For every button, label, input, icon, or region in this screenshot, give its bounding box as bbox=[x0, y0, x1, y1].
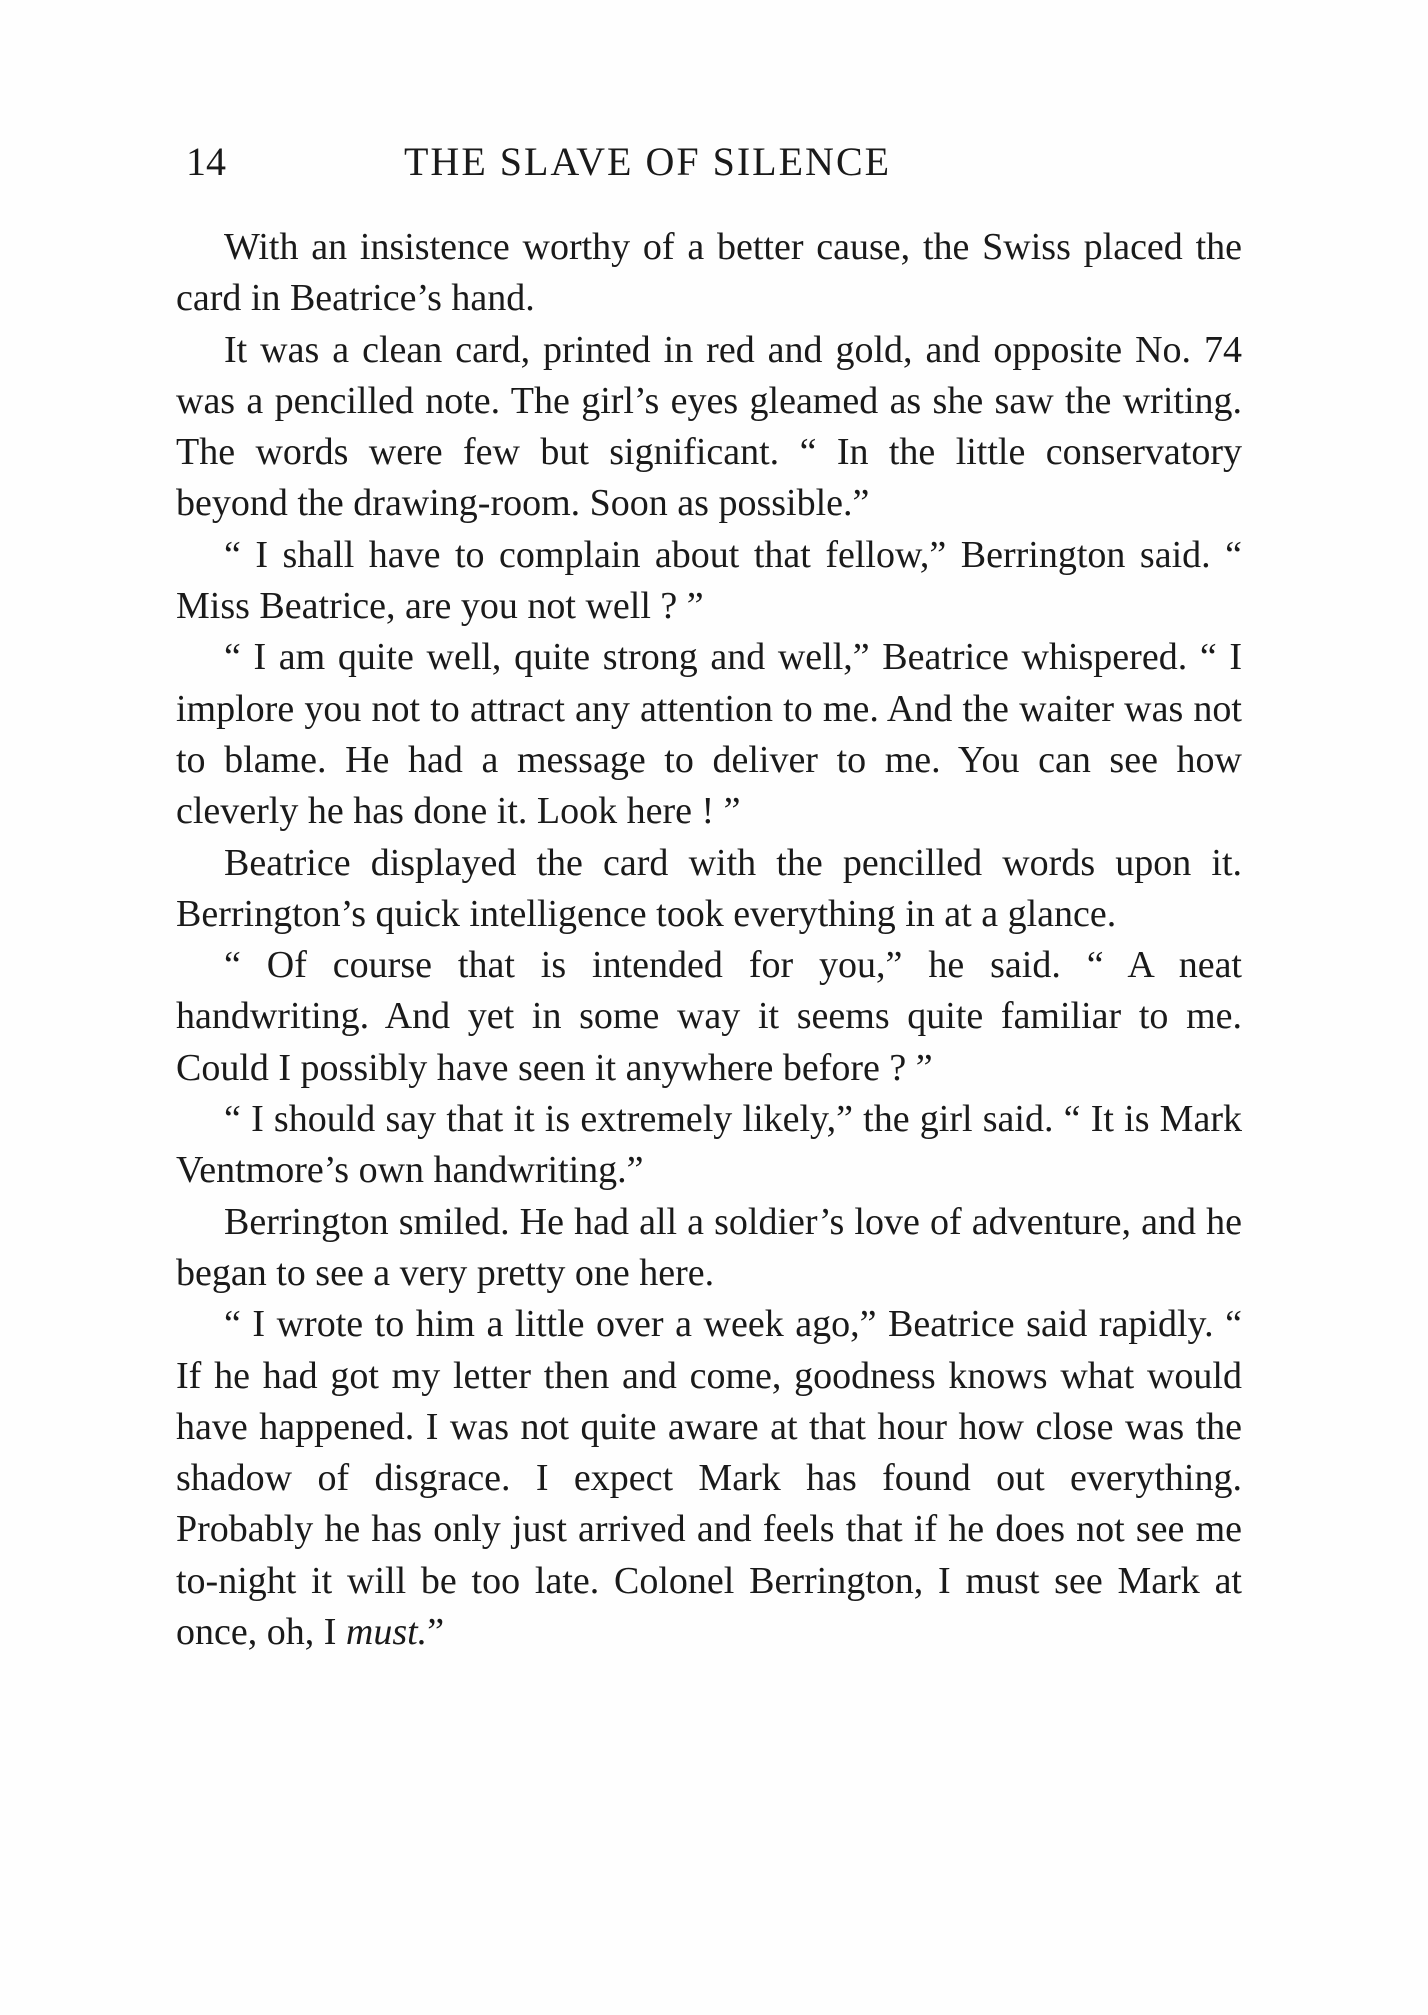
paragraph bbox=[176, 1299, 1242, 1658]
paragraph-text: With an insistence worthy of a better cause, the Swiss placed the card in Beatrice’s hand. bbox=[176, 226, 1242, 320]
paragraph bbox=[176, 838, 1242, 941]
emphasized-text: must. bbox=[345, 1611, 428, 1654]
paragraph-text: “ Of course that is intended for you,” he said. “ A neat handwriting. And yet in some way it seems quite familiar to me. Could I possibly have seen it anywhere before ? ” bbox=[176, 944, 1242, 1089]
paragraph bbox=[176, 530, 1242, 633]
paragraph bbox=[176, 632, 1242, 837]
paragraph-text: Beatrice displayed the card with the pencilled words upon it. Berrington’s quick intelligence took everything in at a glance. bbox=[176, 841, 1242, 935]
paragraph bbox=[176, 1094, 1242, 1197]
running-head bbox=[176, 132, 1242, 192]
paragraph-text: “ I should say that it is extremely likely,” the girl said. “ It is Mark Ventmore’s own handwriting.” bbox=[176, 1098, 1242, 1192]
paragraph-text: ” bbox=[427, 1611, 445, 1654]
paragraph bbox=[176, 940, 1242, 1094]
paragraph-text: “ I am quite well, quite strong and well,” Beatrice whispered. “ I implore you not to attract any attention to me. And the waiter was not to blame. He had a message to deliver to me. You can see how cleverly he has done it. Look here ! ” bbox=[176, 636, 1242, 833]
paragraph bbox=[176, 1197, 1242, 1300]
paragraph-text: It was a clean card, printed in red and gold, and opposite No. 74 was a pencilled note. The girl’s eyes gleamed as she saw the writing. The words were few but significant. “ In the little conservatory beyond the drawing-room. Soon as possible.” bbox=[176, 328, 1242, 525]
paragraph-text: “ I shall have to complain about that fellow,” Berrington said. “ Miss Beatrice, are you not well ? ” bbox=[176, 533, 1242, 628]
paragraph-text: Berrington smiled. He had all a soldier’s love of adventure, and he began to see a very pretty one here. bbox=[176, 1200, 1242, 1294]
page-number: 14 bbox=[186, 139, 226, 184]
body-text bbox=[176, 222, 1242, 1658]
paragraph bbox=[176, 325, 1242, 530]
running-title: THE SLAVE OF SILENCE bbox=[404, 139, 892, 184]
paragraph-text: “ I wrote to him a little over a week ago,” Beatrice said rapidly. “ If he had got my letter then and come, goodness knows what would have happened. I was not quite aware at that hour how close was the shadow of disgrace. I expect Mark has found out everything. Probably he has only just arrived and feels that if he does not see me to-night it will be too late. Colonel Berrington, I must see Mark at once, oh, I bbox=[176, 1303, 1242, 1654]
paragraph bbox=[176, 222, 1242, 325]
